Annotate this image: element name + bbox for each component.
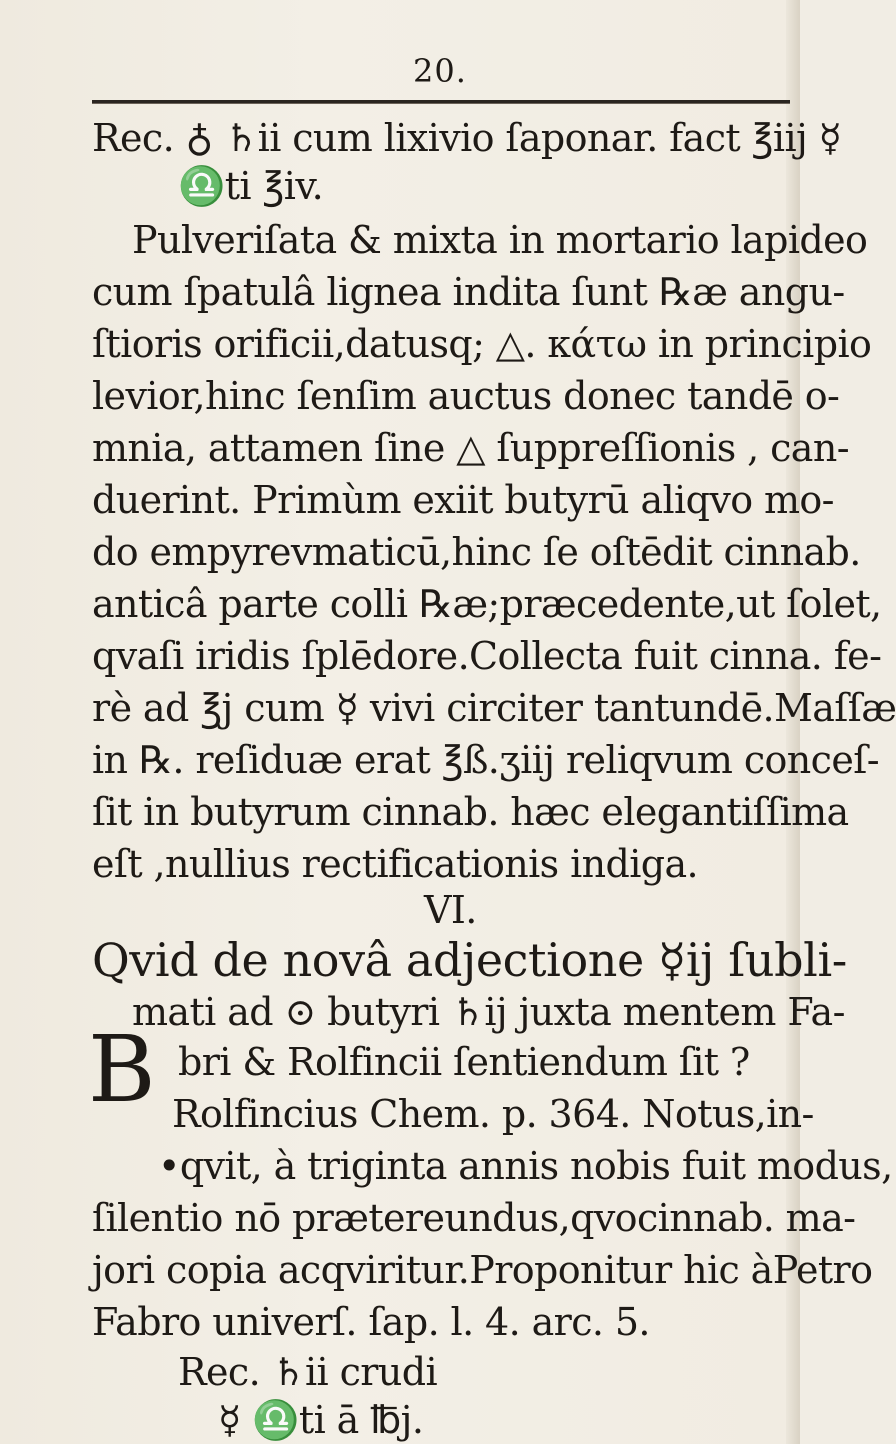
text-line: ☿ ♎ti ā ℔j. <box>218 1398 424 1442</box>
text-line: qvaſi iridis ſplēdore.Collecta fuit cinna. fe- <box>92 634 882 678</box>
page-number: 20. <box>413 52 467 90</box>
text-line: in ℞. reſiduæ erat ℥ß.ʒiij reliqvum conceſ- <box>92 738 879 782</box>
text-line: rè ad ℥j cum ☿ vivi circiter tantundē.Maſſæ <box>92 686 896 730</box>
text-line: VI. <box>424 888 477 932</box>
text-line: ſit in butyrum cinnab. hæc elegantiſſima <box>92 790 849 834</box>
text-line: levior,hinc ſenſim auctus donec tandē o- <box>92 374 840 418</box>
text-line: Fabro univerſ. ſap. l. 4. arc. 5. <box>92 1300 650 1344</box>
text-line: duerint. Primùm exiit butyrū aliqvo mo- <box>92 478 834 522</box>
text-line: cum ſpatulâ lignea indita ſunt ℞æ angu- <box>92 270 845 314</box>
text-line: anticâ parte colli ℞æ;præcedente,ut ſolet, <box>92 582 882 626</box>
text-line: mati ad ⊙ butyri ♄ij juxta mentem Fa- <box>132 990 845 1034</box>
text-line: ſilentio nō prætereundus,qvocinnab. ma- <box>92 1196 856 1240</box>
text-line: mnia, attamen ſine △ ſuppreſſionis , can- <box>92 426 849 470</box>
drop-cap: B <box>88 1016 156 1123</box>
text-line: •qvit, à triginta annis nobis fuit modus, <box>158 1144 893 1188</box>
text-line: jori copia acqviritur.Proponitur hic àPetro <box>92 1248 873 1292</box>
text-line: do empyrevmaticū,hinc ſe oſtēdit cinnab. <box>92 530 861 574</box>
text-line: Rec. ♁ ♄ii cum lixivio ſaponar. fact ℥iij ☿ <box>92 116 842 160</box>
text-line: Rec. ♄ii crudi <box>178 1350 437 1394</box>
text-line: Rolfincius Chem. p. 364. Notus,in- <box>172 1092 814 1136</box>
text-line: Qvid de novâ adjectione ☿ij ſubli- <box>92 933 847 987</box>
text-line: eſt ,nullius rectificationis indiga. <box>92 842 699 886</box>
text-line: bri & Rolfincii ſentiendum ſit ? <box>178 1040 750 1084</box>
text-line: Pulveriſata & mixta in mortario lapideo <box>132 218 868 262</box>
text-line: ♎ti ℥iv. <box>178 164 324 208</box>
header-rule <box>92 100 790 103</box>
text-line: ſtioris orificii,datusq; △. κάτω in principio <box>92 322 872 366</box>
